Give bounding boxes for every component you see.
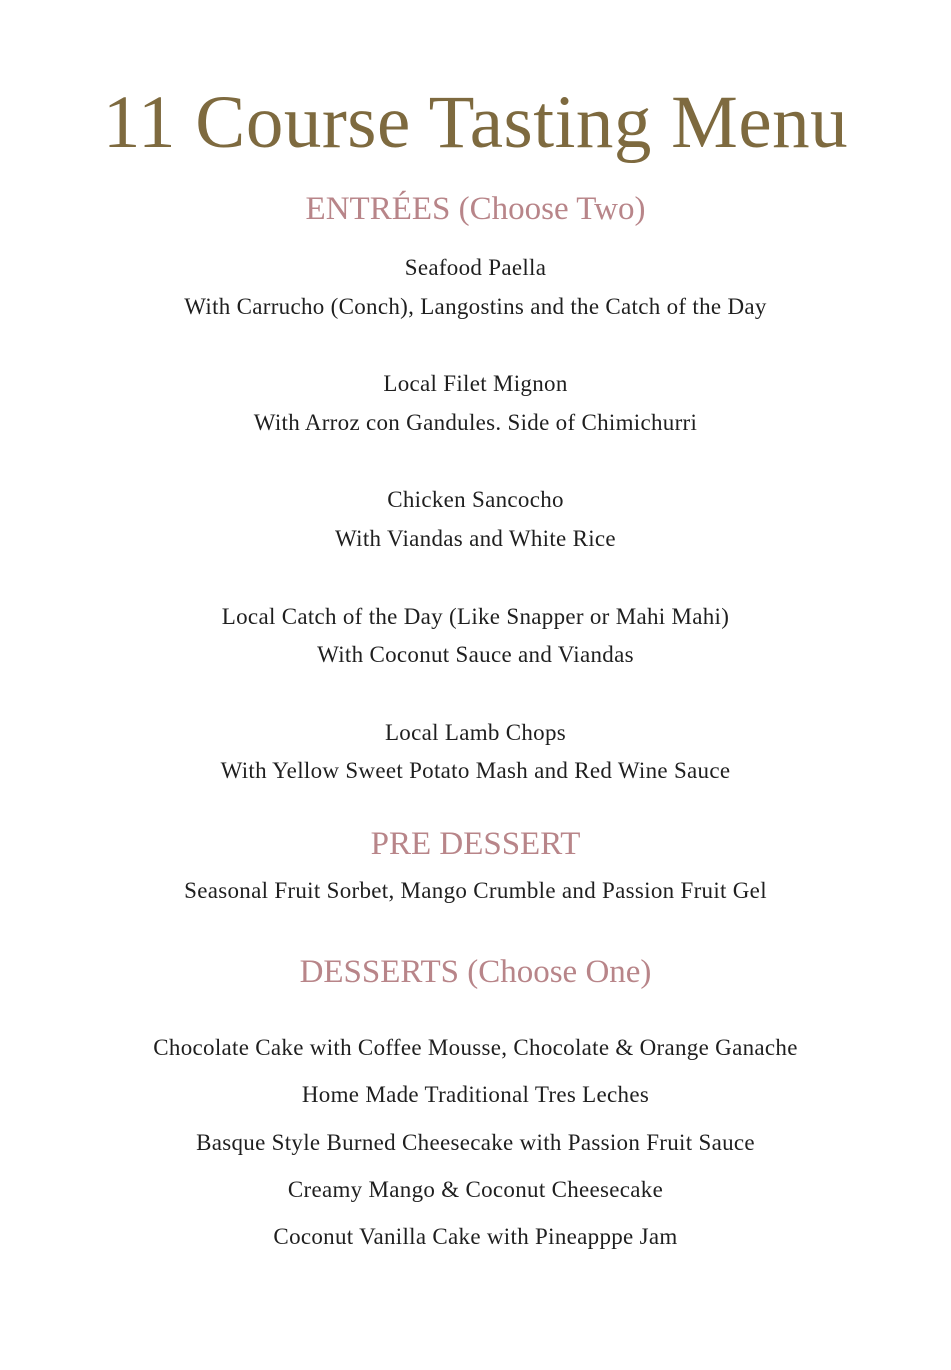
section-heading-pre-dessert: PRE DESSERT — [370, 826, 581, 862]
entree-name: Chicken Sancocho — [387, 487, 564, 512]
entree-description: With Yellow Sweet Potato Mash and Red Wine Sauce — [220, 758, 731, 783]
dessert-item: Basque Style Burned Cheesecake with Passion Fruit Sauce — [196, 1130, 755, 1155]
dessert-item: Coconut Vanilla Cake with Pineapppe Jam — [273, 1224, 678, 1249]
entree-name: Local Catch of the Day (Like Snapper or Mahi Mahi) — [221, 604, 730, 629]
section-heading-entrees: ENTRÉES (Choose Two) — [305, 191, 646, 227]
section-heading-desserts: DESSERTS (Choose One) — [299, 954, 652, 990]
entree-name: Local Lamb Chops — [384, 720, 567, 745]
entree-description: With Viandas and White Rice — [335, 526, 616, 551]
entree-name: Local Filet Mignon — [383, 371, 568, 396]
dessert-item: Chocolate Cake with Coffee Mousse, Chocolate & Orange Ganache — [153, 1035, 798, 1060]
dessert-item: Creamy Mango & Coconut Cheesecake — [287, 1177, 664, 1202]
dessert-item: Home Made Traditional Tres Leches — [301, 1082, 650, 1107]
entree-description: With Coconut Sauce and Viandas — [317, 642, 634, 667]
entree-name: Seafood Paella — [404, 255, 547, 280]
entree-description: With Arroz con Gandules. Side of Chimichurri — [253, 410, 698, 435]
entree-description: With Carrucho (Conch), Langostins and the Catch of the Day — [184, 294, 767, 319]
page-title: 11 Course Tasting Menu — [102, 81, 849, 164]
pre-dessert-item: Seasonal Fruit Sorbet, Mango Crumble and Passion Fruit Gel — [184, 878, 767, 903]
